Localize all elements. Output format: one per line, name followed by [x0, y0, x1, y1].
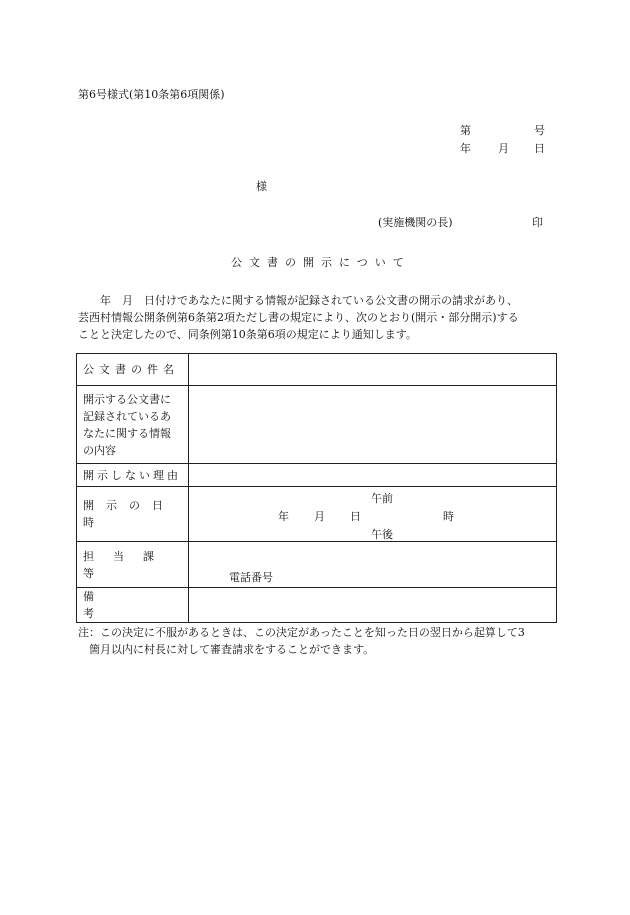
- am-label: 午前: [371, 492, 393, 505]
- disclosure-table: [76, 353, 557, 623]
- row-remarks: [77, 588, 557, 623]
- label-disclosure-datetime: 開示の日時: [83, 499, 175, 529]
- date-year: 年: [460, 142, 471, 155]
- value-document-name: [189, 354, 557, 386]
- datetime-day: 日: [350, 510, 361, 523]
- row-disclosure-datetime: [77, 487, 557, 542]
- row-non-disclosure-reason: [77, 464, 557, 487]
- footnote: [78, 624, 525, 658]
- phone-number-label: 電話番号: [229, 571, 273, 584]
- document-title: 公文書の開示について: [231, 256, 411, 269]
- date-month: 月: [498, 142, 509, 155]
- label-remarks-text: 備考: [83, 590, 162, 620]
- label-content-3: なたに関する情報: [83, 426, 171, 440]
- label-non-disclosure-reason: 開示しない理由: [83, 468, 181, 482]
- datetime-hour: 時: [443, 510, 454, 523]
- recipient-honorific: 様: [256, 180, 267, 193]
- body-line-2: 芸西村情報公開条例第6条第2項ただし書の規定により、次のとおり(開示・部分開示)する: [78, 311, 519, 324]
- body-paragraph: [78, 292, 558, 343]
- datetime-month: 月: [314, 510, 325, 523]
- row-responsible-section: [77, 542, 557, 588]
- value-disclosed-content: [189, 386, 557, 464]
- value-responsible-section: [189, 542, 557, 588]
- pm-label: 午後: [371, 528, 393, 541]
- doc-number-suffix: 号: [534, 124, 545, 137]
- body-line-3: ことと決定したので、同条例第10条第6項の規定により通知します。: [78, 328, 417, 341]
- date-day: 日: [534, 142, 545, 155]
- form-number: 第6号様式(第10条第6項関係): [78, 88, 225, 101]
- label-remarks: [83, 588, 188, 622]
- body-line-1: 年 月 日付けであなたに関する情報が記録されている公文書の開示の請求があり、: [78, 294, 518, 307]
- row-disclosed-content: [77, 386, 557, 464]
- value-remarks: [189, 588, 557, 623]
- label-content-2: 記録されているあ: [83, 409, 171, 423]
- label-content-1: 開示する公文書に: [83, 392, 171, 406]
- label-document-name: 公文書の件名: [83, 363, 179, 376]
- datetime-year: 年: [278, 510, 289, 523]
- footnote-line-2: 箇月以内に村長に対して審査請求をすることができます。: [78, 643, 375, 656]
- row-document-name: [77, 354, 557, 386]
- label-responsible-section: 担当課等: [83, 549, 173, 580]
- value-non-disclosure-reason: [189, 464, 557, 487]
- seal-mark: 印: [532, 216, 543, 229]
- sender-title: (実施機関の長): [378, 216, 453, 229]
- label-content-4: の内容: [83, 443, 116, 457]
- doc-number-prefix: 第: [460, 124, 471, 137]
- value-disclosure-datetime: [189, 487, 557, 542]
- footnote-line-1: 注：この決定に不服があるときは、この決定があったことを知った日の翌日から起算して3: [78, 626, 525, 639]
